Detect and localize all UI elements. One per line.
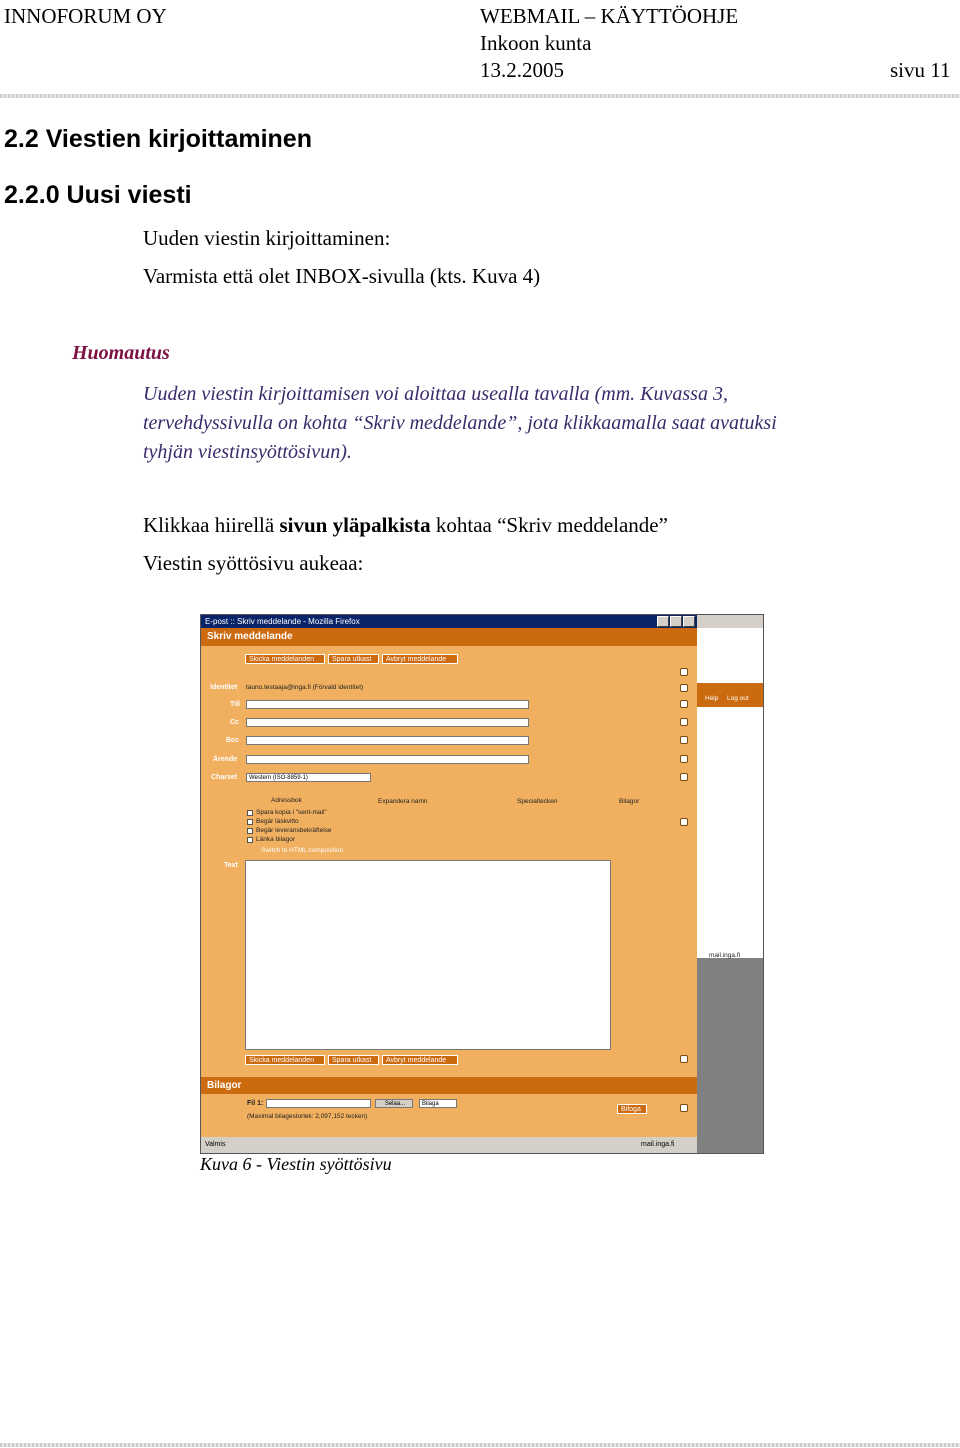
status-host: mail.inga.fi: [641, 1141, 675, 1148]
browser-statusbar: [201, 1137, 697, 1153]
status-text: Valmis: [205, 1141, 226, 1148]
section-heading: 2.2 Viestien kirjoittaminen: [4, 125, 312, 153]
instruction-line-1: [143, 513, 668, 538]
charset-label: Charset: [211, 774, 238, 781]
expand-names-link[interactable]: Expandera namn: [378, 798, 428, 805]
webmail-screenshot: [200, 614, 764, 1154]
close-icon[interactable]: [683, 616, 695, 627]
instruction-bold: sivun yläpalkista: [279, 513, 431, 537]
read-receipt-checkbox[interactable]: [247, 819, 253, 825]
help-icon[interactable]: [680, 773, 688, 781]
window-titlebar: [201, 615, 697, 628]
instruction-post: kohtaa “Skriv meddelande”: [430, 513, 668, 537]
help-icon[interactable]: [680, 736, 688, 744]
instruction-line-2: Viestin syöttösivu aukeaa:: [143, 551, 364, 575]
help-icon[interactable]: [680, 755, 688, 763]
charset-select[interactable]: Western (ISO-8859-1): [246, 773, 371, 782]
logout-link[interactable]: Log out: [727, 695, 749, 702]
attachment-type-select[interactable]: Bilaga: [419, 1099, 457, 1108]
send-button[interactable]: Skicka meddelanden: [245, 654, 325, 664]
cancel-message-button[interactable]: Avbryt meddelande: [382, 654, 458, 664]
save-copy-label: Spara kopia i "sent-mail": [256, 809, 327, 816]
maximize-icon[interactable]: [670, 616, 682, 627]
special-characters-link[interactable]: Specialtecken: [517, 798, 558, 805]
compose-page-title: Skriv meddelande: [201, 628, 697, 646]
bcc-label: Bcc: [226, 737, 239, 744]
cancel-message-button-bottom[interactable]: Avbryt meddelande: [382, 1055, 458, 1065]
save-draft-button[interactable]: Spara utkast: [328, 654, 379, 664]
note-body: [143, 380, 777, 467]
link-attachments-checkbox[interactable]: [247, 837, 253, 843]
side-status: mail.inga.fi: [709, 952, 741, 959]
side-toolbar: [697, 683, 763, 707]
company-name: INNOFORUM OY: [4, 4, 167, 28]
attachments-link[interactable]: Bilagor: [619, 798, 640, 805]
document-title: WEBMAIL – KÄYTTÖOHJE: [480, 4, 739, 28]
html-composition-link[interactable]: Switch to HTML composition: [261, 847, 344, 854]
note-line-3: tyhjän viestinsyöttösivun).: [143, 441, 352, 463]
bcc-input[interactable]: [246, 736, 529, 745]
attach-button[interactable]: Bifoga: [617, 1104, 647, 1114]
to-input[interactable]: [246, 700, 529, 709]
browse-button[interactable]: Selaa...: [375, 1099, 413, 1108]
help-icon[interactable]: [680, 700, 688, 708]
identity-value[interactable]: tauno.testaaja@inga.fi (Förvald identitet): [246, 684, 364, 691]
figure-caption: Kuva 6 - Viestin syöttösivu: [200, 1154, 392, 1174]
side-window-content: [697, 628, 763, 958]
message-body-textarea[interactable]: [245, 860, 611, 1050]
to-label: Till: [230, 701, 240, 708]
help-icon[interactable]: [680, 718, 688, 726]
document-date: 13.2.2005: [480, 58, 564, 82]
header-divider: [0, 94, 960, 98]
max-attachment-size: (Maximal bilagestorlek: 2,097,152 tecken): [247, 1113, 368, 1120]
read-receipt-label: Begär läskvitto: [256, 818, 299, 825]
identity-label: Identitet: [210, 684, 238, 691]
send-button-bottom[interactable]: Skicka meddelanden: [245, 1055, 325, 1065]
help-icon[interactable]: [680, 818, 688, 826]
intro-text-1: Uuden viestin kirjoittaminen:: [143, 226, 391, 250]
file-label: Fil 1:: [247, 1100, 264, 1107]
file-input[interactable]: [266, 1099, 371, 1108]
window-title: E-post :: Skriv meddelande - Mozilla Firefox: [205, 617, 360, 626]
delivery-receipt-label: Begär leveransbekräftelse: [256, 827, 332, 834]
save-copy-checkbox[interactable]: [247, 810, 253, 816]
help-link[interactable]: Help: [705, 695, 719, 702]
help-icon[interactable]: [680, 1104, 688, 1112]
subject-label: Ärende: [213, 756, 238, 763]
subsection-heading: 2.2.0 Uusi viesti: [4, 181, 192, 209]
attachments-heading: Bilagor: [201, 1077, 697, 1094]
save-draft-button-bottom[interactable]: Spara utkast: [328, 1055, 379, 1065]
instruction-pre: Klikkaa hiirellä: [143, 513, 280, 537]
help-icon[interactable]: [680, 1055, 688, 1063]
footer-divider: [0, 1443, 960, 1447]
note-line-2: tervehdyssivulla on kohta “Skriv meddelande”, jota klikkaamalla saat avatuksi: [143, 412, 777, 434]
side-window: [697, 615, 763, 1153]
note-line-1: Uuden viestin kirjoittamisen voi aloittaa usealla tavalla (mm. Kuvassa 3,: [143, 383, 728, 405]
help-icon[interactable]: [680, 684, 688, 692]
compose-page: [201, 628, 697, 1153]
page-number: sivu 11: [890, 58, 951, 82]
text-label: Text: [224, 862, 238, 869]
intro-text-2: Varmista että olet INBOX-sivulla (kts. Kuva 4): [143, 264, 541, 288]
delivery-receipt-checkbox[interactable]: [247, 828, 253, 834]
cc-input[interactable]: [246, 718, 529, 727]
side-window-titlebar: [697, 615, 763, 628]
cc-label: Cc: [230, 719, 239, 726]
link-attachments-label: Länka bilagor: [256, 836, 296, 843]
client-name: Inkoon kunta: [480, 31, 592, 55]
address-book-link[interactable]: Adressbok: [271, 797, 302, 804]
help-icon[interactable]: [680, 668, 688, 676]
note-title: Huomautus: [72, 342, 170, 364]
subject-input[interactable]: [246, 755, 529, 764]
minimize-icon[interactable]: [657, 616, 669, 627]
